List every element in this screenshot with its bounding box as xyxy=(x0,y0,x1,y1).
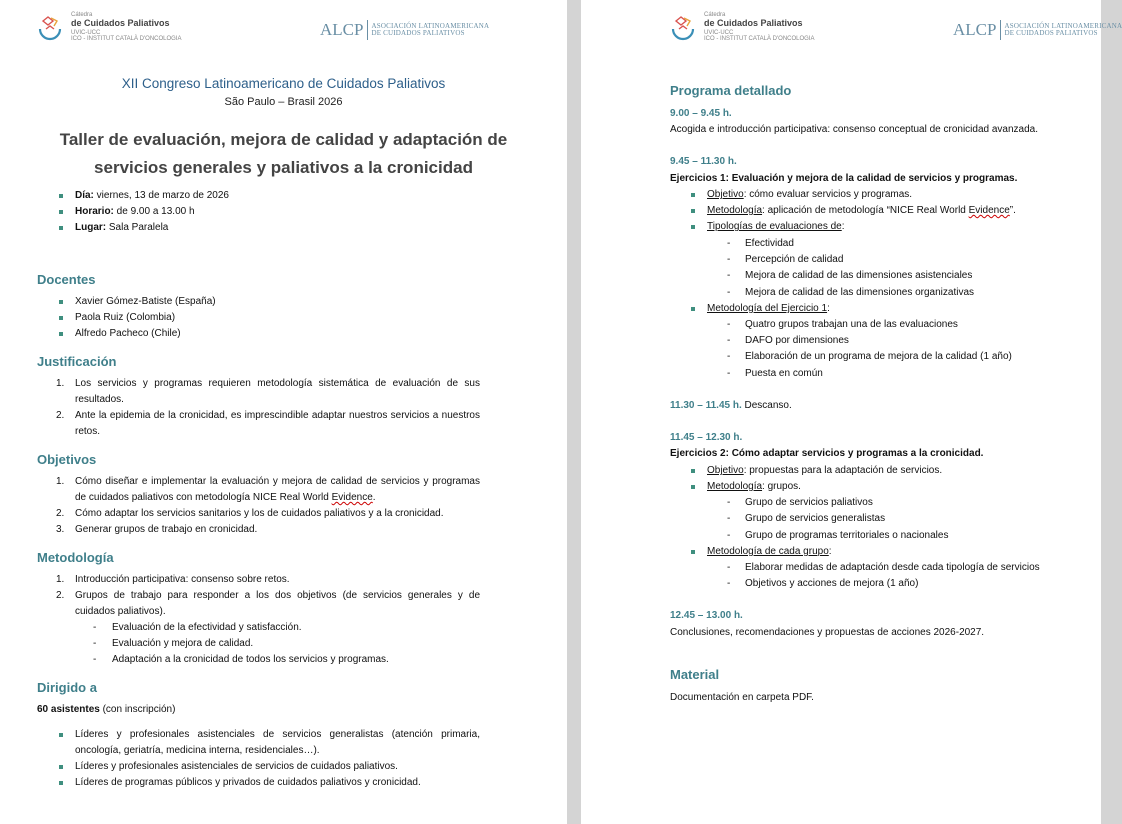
program-subitem: Puesta en común xyxy=(745,368,823,379)
metodologia-subitem: Evaluación y mejora de calidad. xyxy=(112,638,254,649)
bullet-icon xyxy=(59,210,63,214)
catedra-sub2: ICO - INSTITUT CATALÀ D'ONCOLOGIA xyxy=(71,36,182,42)
congress-title: XII Congreso Latinoamericano de Cuidados Paliativos xyxy=(121,76,446,91)
info-day: Día: viernes, 13 de marzo de 2026 xyxy=(75,190,229,201)
dirigido-item: Líderes y profesionales asistenciales de servicios de cuidados paliativos. xyxy=(75,761,398,772)
program-subitem: Mejora de calidad de las dimensiones asistenciales xyxy=(745,270,973,281)
bullet-icon xyxy=(691,485,695,489)
time-slot: 9.00 – 9.45 h. xyxy=(670,108,732,119)
dash-bullet: - xyxy=(727,287,731,298)
list-number: 1. xyxy=(56,574,65,585)
dash-bullet: - xyxy=(727,270,731,281)
justificacion-item: Ante la epidemia de la cronicidad, es imprescindible adaptar nuestros servicios a nuestros retos. xyxy=(75,410,480,437)
list-number: 2. xyxy=(56,410,65,421)
catedra-sub1: UVIC-UCC xyxy=(704,30,734,36)
objetivo-item: Cómo diseñar e implementar la evaluación y mejora de calidad de servicios y programas de cuidados paliativos con metodología NICE Real World Evidence. xyxy=(75,476,480,503)
alcp-sub1: ASOCIACIÓN LATINOAMERICANA xyxy=(371,21,490,30)
program-subitem: Grupo de servicios generalistas xyxy=(745,513,886,524)
metodologia-item: Grupos de trabajo para responder a los dos objetivos (de servicios generales y de cuidados paliativos). xyxy=(75,590,480,617)
congress-place: São Paulo – Brasil 2026 xyxy=(224,96,343,108)
program-subitem: Grupo de servicios paliativos xyxy=(745,497,873,508)
list-number: 2. xyxy=(56,590,65,601)
alcp-sub2: DE CUIDADOS PALIATIVOS xyxy=(371,29,465,37)
bullet-icon xyxy=(59,226,63,230)
bullet-icon xyxy=(59,194,63,198)
program-subitem: Efectividad xyxy=(745,238,794,249)
dash-bullet: - xyxy=(727,562,731,573)
list-number: 3. xyxy=(56,524,65,535)
program-subitem: Grupo de programas territoriales o nacionales xyxy=(745,530,949,541)
info-time: Horario: de 9.00 a 13.00 h xyxy=(75,206,195,217)
metodologia-subitem: Adaptación a la cronicidad de todos los servicios y programas. xyxy=(112,654,389,665)
bullet-icon xyxy=(59,316,63,320)
workshop-title-line1: Taller de evaluación, mejora de calidad y adaptación de xyxy=(59,130,508,149)
objetivo-item: Cómo adaptar los servicios sanitarios y los de cuidados paliativos y a la cronicidad. xyxy=(75,508,444,519)
document-page-2 xyxy=(581,0,1122,824)
catedra-small: Cátedra xyxy=(704,12,726,18)
alcp-logo xyxy=(320,20,489,40)
bullet-icon xyxy=(59,765,63,769)
dash-bullet: - xyxy=(727,497,731,508)
alcp-acronym: ALCP xyxy=(320,20,368,40)
program-item: Objetivo: propuestas para la adaptación de servicios. xyxy=(707,465,943,476)
list-number: 1. xyxy=(56,476,65,487)
metodologia-heading: Metodología xyxy=(37,550,114,565)
program-item: Metodología: grupos. xyxy=(707,481,801,492)
bullet-icon xyxy=(691,209,695,213)
exercise-heading: Ejercicios 2: Cómo adaptar servicios y programas a la cronicidad. xyxy=(670,448,984,459)
docente-item: Xavier Gómez-Batiste (España) xyxy=(75,296,216,307)
list-number: 1. xyxy=(56,378,65,389)
dash-bullet: - xyxy=(93,638,97,649)
program-item: Tipologías de evaluaciones de: xyxy=(707,221,845,232)
program-subitem: Quatro grupos trabajan una de las evaluaciones xyxy=(745,319,958,330)
alcp-logo xyxy=(953,20,1122,40)
bullet-icon xyxy=(59,300,63,304)
justificacion-item: Los servicios y programas requieren metodología sistemática de evaluación de sus resultados. xyxy=(75,378,480,405)
alcp-sub2: DE CUIDADOS PALIATIVOS xyxy=(1004,29,1098,37)
bullet-icon xyxy=(691,469,695,473)
docentes-heading: Docentes xyxy=(37,272,96,287)
alcp-sub1: ASOCIACIÓN LATINOAMERICANA xyxy=(1004,21,1122,30)
bullet-icon xyxy=(691,225,695,229)
bullet-icon xyxy=(691,193,695,197)
program-subitem: Elaboración de un programa de mejora de la calidad (1 año) xyxy=(745,351,1012,362)
dirigido-item: Líderes de programas públicos y privados de cuidados paliativos y cronicidad. xyxy=(75,777,421,788)
program-subitem: Mejora de calidad de las dimensiones organizativas xyxy=(745,287,975,298)
bullet-icon xyxy=(59,332,63,336)
bullet-icon xyxy=(691,550,695,554)
time-slot: 9.45 – 11.30 h. xyxy=(670,156,737,167)
dash-bullet: - xyxy=(727,319,731,330)
program-subitem: Objetivos y acciones de mejora (1 año) xyxy=(745,578,919,589)
catedra-name: de Cuidados Paliativos xyxy=(704,18,803,28)
dash-bullet: - xyxy=(727,513,731,524)
objetivos-heading: Objetivos xyxy=(37,452,97,467)
docente-item: Alfredo Pacheco (Chile) xyxy=(75,328,181,339)
dash-bullet: - xyxy=(727,351,731,362)
program-item: Metodología de cada grupo: xyxy=(707,546,832,557)
time-slot: 12.45 – 13.00 h. xyxy=(670,610,743,621)
dash-bullet: - xyxy=(727,254,731,265)
bullet-icon xyxy=(59,733,63,737)
catedra-name: de Cuidados Paliativos xyxy=(71,18,170,28)
dash-bullet: - xyxy=(727,335,731,346)
program-item: Metodología del Ejercicio 1: xyxy=(707,303,830,314)
dash-bullet: - xyxy=(727,530,731,541)
workshop-title xyxy=(30,126,537,182)
catedra-small: Cátedra xyxy=(71,12,93,18)
dash-bullet: - xyxy=(727,578,731,589)
alcp-acronym: ALCP xyxy=(953,20,1001,40)
exercise-heading: Ejercicios 1: Evaluación y mejora de la calidad de servicios y programas. xyxy=(670,173,1018,184)
programa-heading: Programa detallado xyxy=(670,83,792,98)
metodologia-subitem: Evaluación de la efectividad y satisfacción. xyxy=(112,622,302,633)
program-subitem: DAFO por dimensiones xyxy=(745,335,849,346)
catedra-sub1: UVIC-UCC xyxy=(71,30,101,36)
list-number: 2. xyxy=(56,508,65,519)
program-text: Acogida e introducción participativa: consenso conceptual de cronicidad avanzada. xyxy=(670,124,1039,135)
catedra-emblem-icon xyxy=(670,15,696,41)
metodologia-item: Introducción participativa: consenso sobre retos. xyxy=(75,574,290,585)
dash-bullet: - xyxy=(93,622,97,633)
bullet-icon xyxy=(59,781,63,785)
break-slot: 11.30 – 11.45 h. Descanso. xyxy=(670,400,792,411)
dirigido-item: Líderes y profesionales asistenciales de servicios generalistas (atención primaria, oncología, geriatría, medicina interna, residenciales…). xyxy=(75,729,480,756)
info-place: Lugar: Sala Paralela xyxy=(75,222,169,233)
dash-bullet: - xyxy=(727,238,731,249)
time-slot: 11.45 – 12.30 h. xyxy=(670,432,743,443)
dash-bullet: - xyxy=(93,654,97,665)
program-item: Metodología: aplicación de metodología “NICE Real World Evidence”. xyxy=(707,205,1016,216)
program-item: Objetivo: cómo evaluar servicios y programas. xyxy=(707,189,913,200)
dirigido-heading: Dirigido a xyxy=(37,680,97,695)
justificacion-heading: Justificación xyxy=(37,354,117,369)
workshop-title-line2: servicios generales y paliativos a la cronicidad xyxy=(94,158,473,177)
program-subitem: Percepción de calidad xyxy=(745,254,844,265)
material-heading: Material xyxy=(670,667,720,682)
docente-item: Paola Ruiz (Colombia) xyxy=(75,312,176,323)
asistentes-line: 60 asistentes (con inscripción) xyxy=(37,704,176,715)
catedra-sub2: ICO - INSTITUT CATALÀ D'ONCOLOGIA xyxy=(704,36,815,42)
material-text: Documentación en carpeta PDF. xyxy=(670,692,814,703)
objetivo-item: Generar grupos de trabajo en cronicidad. xyxy=(75,524,258,535)
program-text: Conclusiones, recomendaciones y propuestas de acciones 2026-2027. xyxy=(670,627,985,638)
catedra-emblem-icon xyxy=(37,15,63,41)
bullet-icon xyxy=(691,307,695,311)
program-subitem: Elaborar medidas de adaptación desde cada tipología de servicios xyxy=(745,562,1040,573)
dash-bullet: - xyxy=(727,368,731,379)
